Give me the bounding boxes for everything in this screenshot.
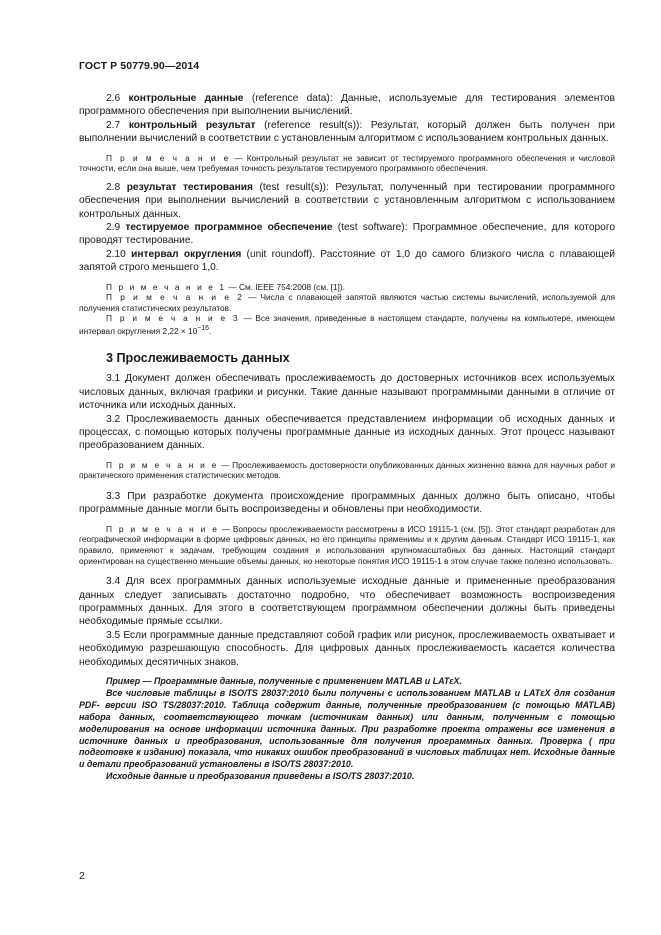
note-text: — См. IEEE 754:2008 (см. [1]). <box>226 281 345 292</box>
note-label: П р и м е ч а н и е 3 <box>106 313 240 324</box>
definition-term: интервал округления <box>131 248 242 260</box>
paragraph-3-2: 3.2 Прослеживаемость данных обеспечивается представлением информации об исходных данных и процессах, с помощью которых получены программные данные из исходных данных. Этот процесс называют преобразованием данных. <box>79 413 615 452</box>
definition-term: результат тестирования <box>126 181 253 193</box>
example-title: Пример — Программные данные, полученные с применением MATLAB и LATεX. <box>106 676 462 687</box>
note-3-2 <box>79 460 615 481</box>
note-text: — Вопросы прослеживаемости рассмотрены в ИСО 19115-1 (см. [5]). Этот стандарт разработан для географической информации в форме цифровых данных, но его принципы применимы и к другим данным. Стандарт ИСО 19115-1, как правило, применяют к задачам, требующим создания и использования крупномасштабных баз данных. Настоящий стандарт ориентирован на существенно меньшие объемы данных, но некоторые понятия ИСО 19115-1 в этом случае также полезно использовать. <box>79 523 615 566</box>
section-heading: 3 Прослеживаемость данных <box>106 351 290 366</box>
note-text: — Все значения, приведенные в настоящем стандарте, получены на компьютере, имеющем интервал округления 2,22 × 10 <box>79 313 615 336</box>
definition-2-9 <box>79 221 615 248</box>
definition-2-8 <box>79 181 615 221</box>
definition-number: 2.9 <box>106 222 121 234</box>
page-content <box>79 92 615 783</box>
page-number: 2 <box>79 870 85 882</box>
paragraph-3-5: 3.5 Если программные данные представляют собой график или рисунок, прослеживаемость охватывает и необходимую разрешающую способность. Для цифровых данных прослеживаемость касается количества необходимых десятичных знаков. <box>79 629 615 668</box>
example-body: Все числовые таблицы в ISO/TS 28037:2010 были получены с использованием MATLAB и LATεX для создания PDF- версии ISO TS/28037:2010. Таблица содержит данные, полученные преобразованием (с помощью MATLAB) набора данных, соответствующего точкам (источникам данных) или данным, полученным с помощью моделирования на основе информации источника данных. При разработке проекта отражены все изменения в источнике данных и преобразования, использованные для получения программных данных. Проверка ( при подготовке к изданию) показала, что никаких ошибок преобразований в числовых таблицах нет. Исходные данные и детали преобразований установлены в ISO/TS 28037:2010. <box>79 687 615 770</box>
note-2-10-1 <box>79 282 615 293</box>
paragraph-3-3: 3.3 При разработке документа происхождение программных данных должно быть описано, чтобы программные данные могли быть воспроизведены и обновлены при необходимости. <box>79 491 615 516</box>
definition-number: 2.7 <box>106 119 121 131</box>
note-text-end: . <box>209 325 212 336</box>
paragraph-3-4: 3.4 Для всех программных данных используемые исходные данные и примененные преобразования данных следует записывать достаточно подробно, что обеспечивает возможность воспроизведения программных данных. Для этого в соответствующем программном обеспечении должны быть приведены необходимые прямые ссылки. <box>79 576 615 628</box>
definition-term: контрольные данные <box>128 93 244 104</box>
note-2-7 <box>79 153 615 174</box>
note-label: П р и м е ч а н и е <box>106 152 231 163</box>
note-text: — Прослеживаемость достоверности опубликованных данных жизненно важна для научных работ и практического применения статистических методов. <box>79 459 615 481</box>
definition-text: (test result(s)): Результат, полученный при тестировании программного обеспечения при выполнении вычислений в соответствии с установленным алгоритмом с использованием контрольных данных. <box>79 181 615 220</box>
note-text: — Контрольный результат не зависит от тестируемого программного обеспечения и числовой точности, если она выше, чем требуемая точность результатов тестируемого программного обеспечения. <box>79 152 615 174</box>
definition-2-6 <box>79 92 615 119</box>
note-label: П р и м е ч а н и е <box>106 523 220 534</box>
note-label: П р и м е ч а н и е 2 <box>106 292 244 303</box>
definition-text: (test software): Программное обеспечение, для которого проводят тестирование. <box>79 222 615 247</box>
note-2-10-3 <box>79 313 615 336</box>
definition-text: (unit roundoff). Расстояние от 1,0 до самого близкого числа с плавающей запятой строго меньшего 1,0. <box>79 248 615 274</box>
document-header: ГОСТ Р 50779.90—2014 <box>79 60 200 72</box>
definition-text: (reference data): Данные, используемые для тестирования элементов программного обеспечения при выполнении вычислений. <box>79 93 615 118</box>
definition-term: контрольный результат <box>128 119 256 131</box>
definition-number: 2.8 <box>106 181 121 193</box>
exponent: −16 <box>197 325 210 333</box>
note-label: П р и м е ч а н и е <box>106 459 219 470</box>
definition-number: 2.6 <box>106 93 121 104</box>
paragraph-3-1: 3.1 Документ должен обеспечивать прослеживаемость до достоверных источников всех используемых числовых данных, включая графики и рисунки. Такие данные называют программными данными в отличие от источника или исходных данных. <box>79 373 615 412</box>
definition-text: (reference result(s)): Результат, который должен быть получен при выполнении вычислений в соответствии с установленным алгоритмом с использованием контрольных данных. <box>79 119 615 145</box>
note-2-10-2 <box>79 292 615 313</box>
note-text: — Числа с плавающей запятой являются частью системы вычислений, используемой для получения статистических результатов. <box>79 292 615 313</box>
definition-term: тестируемое программное обеспечение <box>125 222 333 234</box>
definition-2-10 <box>79 248 615 275</box>
example-conclusion: Исходные данные и преобразования приведены в ISO/TS 28037:2010. <box>106 771 415 782</box>
definition-number: 2.10 <box>106 248 126 260</box>
definition-2-7 <box>79 119 615 146</box>
note-label: П р и м е ч а н и е 1 <box>106 281 227 292</box>
note-3-3 <box>79 524 615 566</box>
